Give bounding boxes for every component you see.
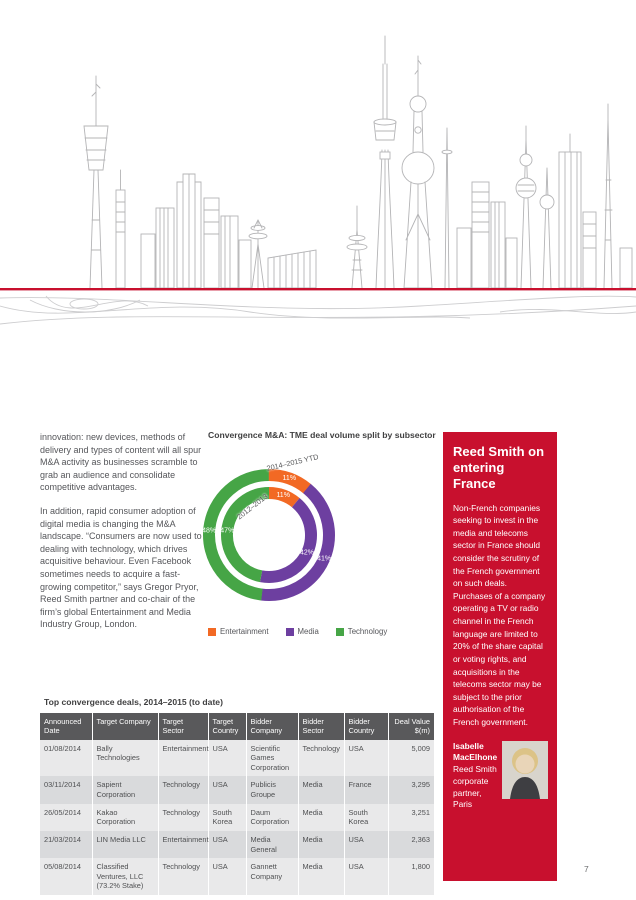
table-cell: Media	[298, 831, 344, 858]
table-cell: Classified Ventures, LLC (73.2% Stake)	[92, 858, 158, 895]
table-row	[40, 740, 434, 777]
legend-label: Technology	[347, 627, 388, 636]
table-title: Top convergence deals, 2014–2015 (to date)	[44, 697, 223, 707]
table-cell: USA	[344, 858, 388, 895]
table-cell: Technology	[298, 740, 344, 777]
chart-block	[202, 430, 438, 636]
partner-block	[453, 741, 547, 812]
legend-swatch	[336, 628, 344, 636]
table-row	[40, 776, 434, 803]
table-cell: 26/05/2014	[40, 804, 92, 831]
table-cell: 3,295	[388, 776, 434, 803]
table-cell: USA	[208, 740, 246, 777]
table-cell: Technology	[158, 804, 208, 831]
table-cell: Publicis Groupe	[246, 776, 298, 803]
table-cell: Technology	[158, 858, 208, 895]
column-header: Bidder Sector	[298, 713, 344, 740]
column-header: Deal Value $(m)	[388, 713, 434, 740]
table-row	[40, 831, 434, 858]
page-number: 7	[584, 864, 589, 874]
table-cell: USA	[344, 740, 388, 777]
table-cell: LIN Media LLC	[92, 831, 158, 858]
partner-photo-placeholder	[502, 741, 548, 799]
sidebar-body: Non-French companies seeking to invest in the media and telecoms sector in France should consider the scrutiny of the French government on such deals. Purchases of a company operating a TV or radio channel in the French language are limited to 20% of the share capital or voting rights, and acquisitions in the telecoms sector may be subject to the prior authorisation of the French government.	[453, 502, 546, 727]
skyline-illustration	[0, 0, 636, 340]
table-cell: Media	[298, 858, 344, 895]
legend-item-media	[286, 627, 319, 636]
partner-title: Reed Smith corporate partner, Paris	[453, 764, 497, 810]
donut-value-label: 11%	[276, 492, 290, 499]
donut-chart	[202, 440, 438, 627]
column-header: Target Company	[92, 713, 158, 740]
donut-chart-svg	[194, 460, 344, 610]
table-cell: USA	[208, 776, 246, 803]
column-header: Target Sector	[158, 713, 208, 740]
table-row	[40, 804, 434, 831]
table-cell: Gannett Company	[246, 858, 298, 895]
column-header: Announced Date	[40, 713, 92, 740]
table-cell: Technology	[158, 776, 208, 803]
table-cell: USA	[208, 831, 246, 858]
table-cell: South Korea	[208, 804, 246, 831]
donut-value-label: 48%	[202, 527, 217, 535]
legend-label: Entertainment	[220, 627, 269, 636]
table-cell: Sapient Corporation	[92, 776, 158, 803]
column-header: Target Country	[208, 713, 246, 740]
table-cell: Media	[298, 804, 344, 831]
column-header: Bidder Country	[344, 713, 388, 740]
table-cell: 1,800	[388, 858, 434, 895]
table-cell: Entertainment	[158, 831, 208, 858]
table-cell: 3,251	[388, 804, 434, 831]
table-cell: Daum Corporation	[246, 804, 298, 831]
table-cell: USA	[208, 858, 246, 895]
legend-swatch	[208, 628, 216, 636]
donut-segment-outer-media	[194, 460, 344, 610]
partner-name: Isabelle MacElhone	[453, 740, 498, 763]
legend-item-technology	[336, 627, 387, 636]
table-cell: Media	[298, 776, 344, 803]
ring-label-outer: 2014–2015 YTD	[265, 452, 320, 473]
chart-legend	[208, 627, 438, 636]
table-cell: 03/11/2014	[40, 776, 92, 803]
legend-swatch	[286, 628, 294, 636]
chart-title: Convergence M&A: TME deal volume split by subsector	[208, 430, 436, 440]
donut-value-label: 47%	[220, 527, 235, 535]
sidebar-reed-smith-france	[443, 432, 557, 881]
column-header: Bidder Company	[246, 713, 298, 740]
body-paragraph-2: In addition, rapid consumer adoption of digital media is changing the M&A landscape. “Consumers are now used to dealing with technology, which drives acquisitive behaviour. Even Facebook sometimes needs to acquire a fast-growing competitor,” says Gregor Pryor, Reed Smith partner and co-chair of the firm’s global Entertainment and Media Industry Group, London.	[40, 505, 202, 630]
table-cell: Entertainment	[158, 740, 208, 777]
table-cell: South Korea	[344, 804, 388, 831]
table-cell: 01/08/2014	[40, 740, 92, 777]
body-paragraph-1: innovation: new devices, methods of delivery and types of content will all spur M&A activity as businesses scramble to grab an audience and consolidate competitive advantages.	[40, 432, 202, 493]
legend-label: Media	[297, 627, 319, 636]
table-header-row	[40, 713, 434, 740]
deals-table	[40, 713, 434, 895]
partner-photo	[502, 741, 548, 799]
partner-text	[453, 741, 497, 812]
table-cell: 21/03/2014	[40, 831, 92, 858]
table-cell: USA	[344, 831, 388, 858]
red-divider-line	[0, 288, 636, 290]
body-text-column	[40, 431, 204, 642]
sidebar-title: Reed Smith on entering France	[453, 444, 545, 491]
donut-value-label: 42%	[299, 549, 315, 557]
table-cell: 5,009	[388, 740, 434, 777]
table-cell: Bally Technologies	[92, 740, 158, 777]
table-cell: Media General	[246, 831, 298, 858]
table-row	[40, 858, 434, 895]
donut-segment-inner-technology	[220, 486, 318, 584]
table-cell: Scientific Games Corporation	[246, 740, 298, 777]
table-cell: Kakao Corporation	[92, 804, 158, 831]
deals-table-block	[40, 697, 434, 895]
table-cell: 2,363	[388, 831, 434, 858]
ring-label-inner: 2012–2013	[235, 491, 270, 522]
legend-item-entertainment	[208, 627, 269, 636]
donut-value-label: 11%	[282, 475, 297, 482]
donut-value-label: 41%	[317, 555, 332, 563]
table-cell: France	[344, 776, 388, 803]
table-cell: 05/08/2014	[40, 858, 92, 895]
